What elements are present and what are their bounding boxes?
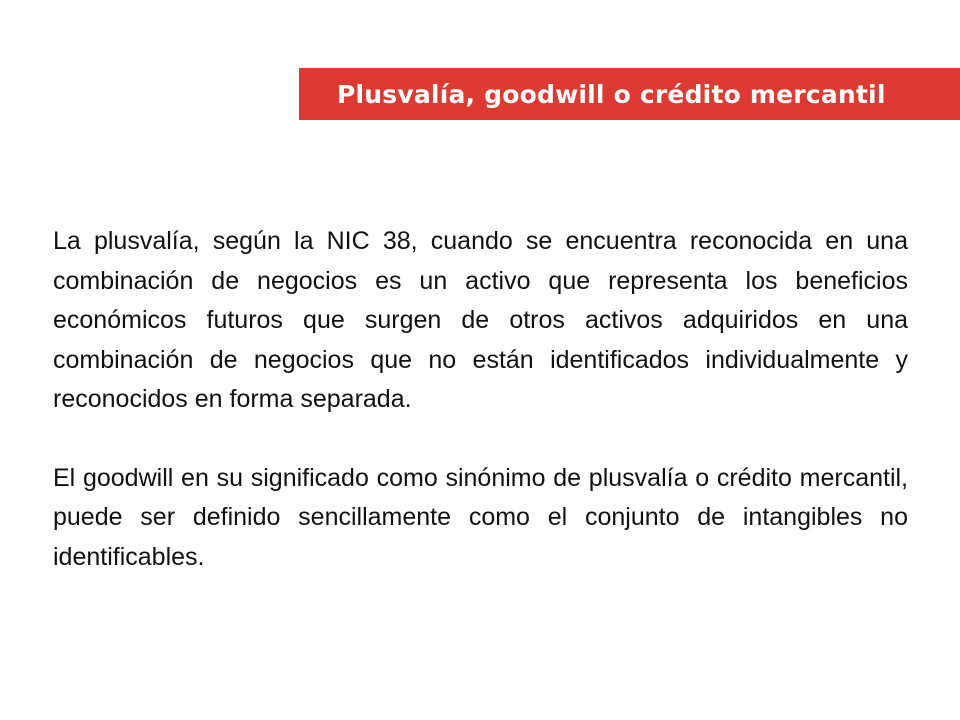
paragraph-goodwill-definition: El goodwill en su significado como sinónimo de plusvalía o crédito mercantil, puede ser definido sencillamente como el conjunto de intangibles no identificables.: [53, 463, 908, 571]
slide-title: Plusvalía, goodwill o crédito mercantil: [337, 79, 886, 109]
slide-body: [53, 222, 908, 577]
title-banner: [299, 68, 960, 120]
paragraph-plusvalia-definition: La plusvalía, según la NIC 38, cuando se encuentra reconocida en una combinación de negocios es un activo que representa los beneficios económicos futuros que surgen de otros activos adquiridos en una combinación de negocios que no están identificados individualmente y reconocidos en forma separada.: [53, 227, 908, 413]
